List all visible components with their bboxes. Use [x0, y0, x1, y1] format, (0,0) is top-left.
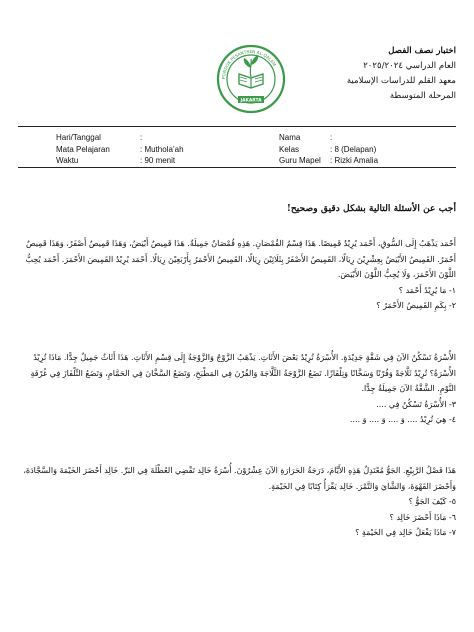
- info-top-rule: [18, 126, 456, 127]
- mapel-value: : Muthola’ah: [140, 145, 184, 154]
- school-header: [306, 44, 456, 104]
- hari-label: Hari/Tanggal: [56, 133, 101, 142]
- guru-label: Guru Mapel: [279, 156, 321, 165]
- nama-value: :: [330, 133, 333, 142]
- question-1: ١- مَا يُرِيْدُ أَحْمَد ؟: [398, 285, 456, 295]
- question-6: ٦- مَاذَا أَحْضَرَ خَالِد ؟: [389, 512, 456, 522]
- logo-ring-text: PONDOK PESANTREN AL-QALAM: [220, 48, 278, 80]
- kelas-value: : 8 (Delapan): [330, 145, 377, 154]
- logo-city-text: JAKARTA: [240, 98, 262, 104]
- school-level: المرحلة المتوسطة: [389, 91, 456, 101]
- waktu-label: Waktu: [56, 156, 79, 165]
- instruction: أجب عن الأسئلة التالية بشكل دقيق وصحيح!: [286, 203, 456, 214]
- passage-2-text: الأُسْرَةُ تَسْكُنُ الآنَ فِي شَقَّةٍ جَدِيْدَةٍ. الأُسْرَةُ تُرِيْدُ بَعْضَ الأَثَاثِ. يَذْهَبُ الزَّوْجُ وَالزَّوْجَةُ إِلَى قِسْمِ الأَثَاثِ. هَذَا أَثَاثٌ جَمِيلٌ جِدًّا. مَاذَا تُرِيْدُ الأُسْرَةُ؟ تُرِيْدُ ثَلَّاجَةً وَفُرْنًا وَسَخَّانًا وَتِلْفَازًا. تَضَعُ الزَّوْجَةُ الثَّلَّاجَةَ وَالفُرْنَ فِي المَطْبَخِ، وَتَضَعُ السَّخَّانَ فِي الحَمَّامِ، وَتَضَعُ التِّلْفَازَ فِي غُرْفَةِ النَّوْمِ. الشَّقَّةُ الآنَ جَمِيلَةٌ جِدًّا.: [30, 353, 456, 393]
- question-2: ٢- بِكَمِ القَمِيصُ الأَحْمَرُ ؟: [376, 301, 456, 310]
- question-5: ٥- كَيْفَ الجَوُّ ؟: [408, 497, 456, 506]
- hari-value: :: [140, 133, 143, 142]
- info-bottom-rule: [18, 167, 456, 168]
- guru-value: : Rizki Amalia: [330, 156, 379, 165]
- school-logo: [216, 44, 286, 114]
- waktu-value: : 90 menit: [140, 156, 176, 165]
- question-3: ٣- الأُسْرَةُ تَسْكُنُ فِي ....: [376, 399, 456, 409]
- passage-3: [18, 463, 456, 541]
- passage-1-text: أَحْمَد يَذْهَبُ إِلَى السُّوقِ، أَحْمَد يُرِيْدُ قَمِيصًا. هَذَا قِسْمُ القُمْصَانِ. هَذِهِ قُمْصَانٌ جَمِيلَةٌ. هَذَا قَمِيصٌ أَبْيَضُ، وَهَذَا قَمِيصٌ أَصْفَرُ، وَهَذَا قَمِيصٌ أَحْمَرُ. القَمِيصُ الأَبْيَضُ بِعِشْرِيْنَ رِيَالًا، القَمِيصُ الأَصْفَرُ بِثَلَاثِيْنَ رِيَالًا، القَمِيصُ الأَحْمَرُ بِأَرْبَعِيْنَ رِيَالًا. أَحْمَد يُرِيْدُ القَمِيصَ الأَحْمَرَ. أَحْمَد يُحِبُّ اللَّوْنَ الأَحْمَرَ، وَلَا يُحِبُّ اللَّوْنَ الأَبْيَضَ.: [25, 239, 456, 279]
- question-7: ٧- مَاذَا يَفْعَلُ خَالِد فِي الخَيْمَةِ ؟: [355, 528, 456, 537]
- mapel-label: Mata Pelajaran: [56, 145, 110, 154]
- institute-name: معهد القلم للدراسات الإسلامية: [346, 76, 456, 86]
- kelas-label: Kelas: [279, 145, 300, 154]
- question-4: ٤- هِيَ تُرِيْدُ .... وَ .... وَ .... وَ ....: [349, 415, 456, 424]
- academic-year: العام الدراسي ٢٠٢٥/٢٠٢٤: [363, 61, 456, 71]
- passage-3-text: هَذَا فَصْلُ الرَّبِيْعِ. الجَوُّ مُعْتَدِلٌ هَذِهِ الأَيَّامَ، دَرَجَةُ الحَرَارَةِ الآنَ عِشْرُوْنَ. أُسْرَةُ خَالِد تَقْضِي العُطْلَةَ فِي البَرِّ. خَالِد أَحْضَرَ الخَيْمَةَ وَالسَّجَّادَةَ، وَأَحْضَرَ القَهْوَةَ، وَالشَّايَ وَالتَّمْرَ. خَالِد يَقْرَأُ كِتَابًا فِي الخَيْمَةِ.: [23, 466, 456, 491]
- nama-label: Nama: [279, 133, 301, 142]
- passage-2: [18, 350, 456, 428]
- passage-1: [18, 236, 456, 314]
- exam-title: اختبار نصف الفصل: [388, 46, 456, 56]
